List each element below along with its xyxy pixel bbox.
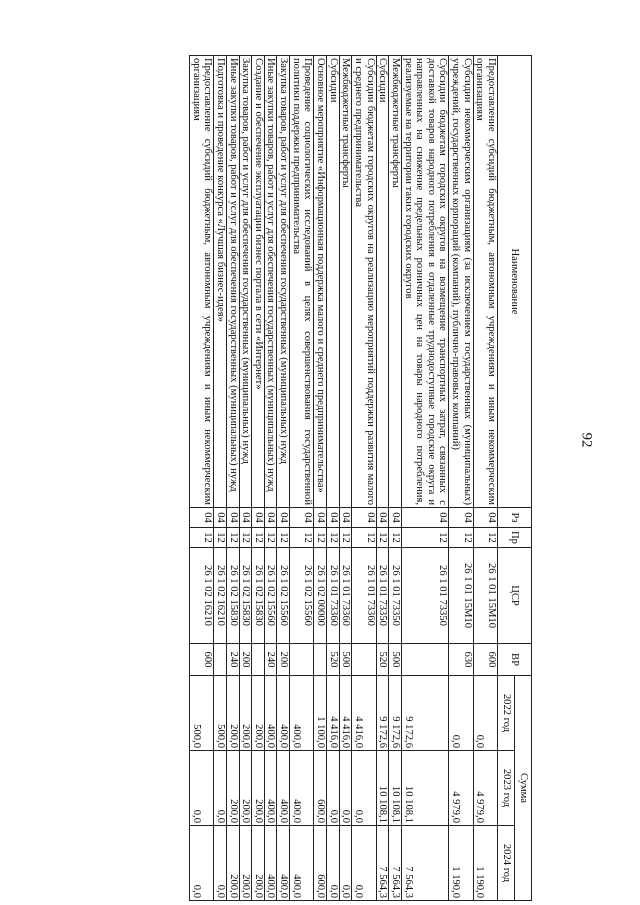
table-row [214, 56, 227, 901]
cell-y2024: 7 564,3 [389, 826, 402, 901]
table-row [239, 56, 252, 901]
cell-y2024: 200,0 [239, 826, 252, 901]
cell-csr: 26 1 01 15М10 [473, 548, 497, 644]
cell-pr: 12 [226, 528, 239, 548]
header-year-2022: 2022 год [498, 676, 515, 751]
cell-pr: 12 [401, 528, 449, 548]
cell-pr: 12 [449, 528, 473, 548]
table-row [226, 56, 239, 901]
cell-vr: 600 [473, 644, 497, 676]
cell-y2023: 400,0 [264, 751, 277, 826]
table-row [376, 56, 389, 901]
header-year-2023: 2023 год [498, 751, 515, 826]
cell-vr [214, 644, 227, 676]
table-row [449, 56, 473, 901]
cell-vr: 600 [189, 644, 213, 676]
cell-y2024: 400,0 [290, 826, 314, 901]
cell-pr: 12 [352, 528, 376, 548]
table-row [189, 56, 213, 901]
cell-vr: 240 [226, 644, 239, 676]
cell-y2024: 0,0 [352, 826, 376, 901]
cell-csr: 26 1 01 73350 [389, 548, 402, 644]
cell-name: Предоставление субсидий бюджетным, автономным учреждениям и иным некоммерческим организациям [473, 56, 497, 508]
cell-name: Закупка товаров, работ и услуг для обеспечения государственных (муниципальных) нужд [239, 56, 252, 508]
cell-vr [252, 644, 265, 676]
cell-y2022: 400,0 [277, 676, 290, 751]
cell-name: Основное мероприятие «Информационная поддержка малого и среднего предпринимательства» [314, 56, 327, 508]
header-sum: Сумма [515, 676, 532, 901]
cell-y2023: 0,0 [189, 751, 213, 826]
cell-pr: 12 [376, 528, 389, 548]
table-row [401, 56, 449, 901]
cell-csr: 26 1 02 15560 [277, 548, 290, 644]
cell-csr: 26 1 02 16210 [189, 548, 213, 644]
cell-y2024: 7 564,3 [376, 826, 389, 901]
cell-name: Субсидии бюджетам городских округов на возмещение транспортных затрат, связанных с доставкой товаров народного потребления в отдаленные труднодоступные городские округа и направленных на снижение предельных розничных цен на товары народного потребления, реализуемые на территории таких городских округов [401, 56, 449, 508]
cell-rz: 04 [339, 508, 352, 528]
cell-vr: 520 [376, 644, 389, 676]
cell-y2023: 10 108,1 [401, 751, 449, 826]
cell-rz: 04 [239, 508, 252, 528]
cell-y2023: 200,0 [252, 751, 265, 826]
cell-name: Подготовка и проведение конкурса «Лучшая бизнес-идея» [214, 56, 227, 508]
cell-y2022: 9 172,6 [376, 676, 389, 751]
cell-vr [314, 644, 327, 676]
cell-vr: 500 [339, 644, 352, 676]
cell-y2024: 7 564,3 [401, 826, 449, 901]
cell-name: Закупка товаров, работ и услуг для обеспечения государственных (муниципальных) нужд [277, 56, 290, 508]
cell-rz: 04 [473, 508, 497, 528]
cell-y2022: 400,0 [264, 676, 277, 751]
cell-rz: 04 [226, 508, 239, 528]
cell-csr: 26 1 02 15830 [252, 548, 265, 644]
table-row [252, 56, 265, 901]
cell-csr: 26 1 01 73360 [327, 548, 340, 644]
cell-y2022: 4 416,0 [327, 676, 340, 751]
cell-rz: 04 [314, 508, 327, 528]
cell-y2022: 9 172,6 [389, 676, 402, 751]
cell-y2023: 0,0 [352, 751, 376, 826]
table-row [314, 56, 327, 901]
cell-y2024: 0,0 [327, 826, 340, 901]
cell-y2023: 0,0 [327, 751, 340, 826]
cell-y2023: 4 979,0 [449, 751, 473, 826]
cell-name: Межбюджетные трансферты [389, 56, 402, 508]
table-row [327, 56, 340, 901]
cell-pr: 12 [473, 528, 497, 548]
cell-vr: 630 [449, 644, 473, 676]
cell-csr: 26 1 01 15М10 [449, 548, 473, 644]
cell-rz: 04 [449, 508, 473, 528]
budget-table [189, 55, 532, 901]
cell-pr: 12 [327, 528, 340, 548]
cell-y2022: 200,0 [239, 676, 252, 751]
header-csr: ЦСР [498, 548, 532, 644]
cell-name: Проведение социологических исследований в целях совершенствования государственной политики поддержки предпринимательства [290, 56, 314, 508]
cell-y2022: 4 416,0 [339, 676, 352, 751]
cell-y2023: 400,0 [277, 751, 290, 826]
cell-rz: 04 [376, 508, 389, 528]
cell-y2023: 10 108,1 [389, 751, 402, 826]
cell-rz: 04 [352, 508, 376, 528]
cell-y2022: 500,0 [189, 676, 213, 751]
cell-y2024: 1 190,0 [473, 826, 497, 901]
cell-vr: 520 [327, 644, 340, 676]
cell-pr: 12 [277, 528, 290, 548]
cell-y2024: 600,0 [314, 826, 327, 901]
page-number: 92 [578, 432, 595, 448]
rotated-page-content [48, 55, 532, 900]
cell-y2024: 0,0 [214, 826, 227, 901]
cell-csr: 26 1 01 73360 [352, 548, 376, 644]
cell-vr [352, 644, 376, 676]
cell-y2022: 0,0 [473, 676, 497, 751]
cell-y2023: 0,0 [214, 751, 227, 826]
cell-y2023: 200,0 [239, 751, 252, 826]
table-body [189, 56, 497, 901]
cell-csr: 26 1 02 15830 [226, 548, 239, 644]
cell-y2024: 200,0 [226, 826, 239, 901]
cell-name: Иные закупки товаров, работ и услуг для обеспечения государственных (муниципальных) нужд [264, 56, 277, 508]
cell-pr: 12 [264, 528, 277, 548]
cell-y2023: 4 979,0 [473, 751, 497, 826]
cell-y2022: 200,0 [226, 676, 239, 751]
cell-vr: 200 [277, 644, 290, 676]
table-row [339, 56, 352, 901]
cell-pr: 12 [339, 528, 352, 548]
cell-rz: 04 [327, 508, 340, 528]
cell-rz: 04 [290, 508, 314, 528]
cell-csr: 26 1 02 15560 [290, 548, 314, 644]
header-pr: Пр [498, 528, 532, 548]
table-row [277, 56, 290, 901]
cell-vr: 200 [239, 644, 252, 676]
table-row [290, 56, 314, 901]
cell-vr [290, 644, 314, 676]
cell-vr: 500 [389, 644, 402, 676]
cell-pr: 12 [252, 528, 265, 548]
cell-vr: 240 [264, 644, 277, 676]
cell-y2022: 200,0 [252, 676, 265, 751]
cell-rz: 04 [214, 508, 227, 528]
cell-y2024: 0,0 [189, 826, 213, 901]
cell-y2023: 0,0 [339, 751, 352, 826]
table-row [352, 56, 376, 901]
cell-y2024: 200,0 [252, 826, 265, 901]
cell-name: Субсидии бюджетам городских округов на реализацию мероприятий поддержки развития малого и среднего предпринимательства [352, 56, 376, 508]
cell-csr: 26 1 01 73360 [339, 548, 352, 644]
cell-y2023: 200,0 [226, 751, 239, 826]
cell-y2024: 1 190,0 [449, 826, 473, 901]
cell-pr: 12 [189, 528, 213, 548]
cell-y2022: 400,0 [290, 676, 314, 751]
header-year-2024: 2024 год [498, 826, 515, 901]
cell-name: Межбюджетные трансферты [339, 56, 352, 508]
table-row [389, 56, 402, 901]
cell-csr: 26 1 02 00000 [314, 548, 327, 644]
cell-csr: 26 1 01 73350 [376, 548, 389, 644]
header-rz: Рз [498, 508, 532, 528]
cell-pr: 12 [214, 528, 227, 548]
cell-y2024: 0,0 [339, 826, 352, 901]
cell-vr [401, 644, 449, 676]
cell-csr: 26 1 02 15560 [264, 548, 277, 644]
cell-rz: 04 [401, 508, 449, 528]
table-row [264, 56, 277, 901]
cell-y2022: 4 416,0 [352, 676, 376, 751]
cell-rz: 04 [252, 508, 265, 528]
cell-y2022: 1 100,0 [314, 676, 327, 751]
cell-name: Субсидии [376, 56, 389, 508]
cell-pr: 12 [239, 528, 252, 548]
cell-rz: 04 [264, 508, 277, 528]
cell-y2022: 9 172,6 [401, 676, 449, 751]
cell-name: Субсидии некоммерческим организациям (за исключением государственных (муниципальных) учреждений, государственных корпораций (компаний), публично-правовых компаний) [449, 56, 473, 508]
cell-csr: 26 1 01 73350 [401, 548, 449, 644]
cell-rz: 04 [389, 508, 402, 528]
cell-pr: 12 [314, 528, 327, 548]
cell-y2023: 10 108,1 [376, 751, 389, 826]
cell-csr: 26 1 02 15830 [239, 548, 252, 644]
table-header [498, 56, 532, 901]
cell-y2022: 500,0 [214, 676, 227, 751]
cell-name: Создание и обеспечение эксплуатации бизнес портала в сети «Интернет» [252, 56, 265, 508]
cell-name: Предоставление субсидий бюджетным, автономным учреждениям и иным некоммерческим организациям [189, 56, 213, 508]
header-name: Наименование [498, 56, 532, 508]
cell-y2023: 400,0 [290, 751, 314, 826]
header-vr: ВР [498, 644, 532, 676]
cell-pr: 12 [389, 528, 402, 548]
cell-rz: 04 [189, 508, 213, 528]
table-row [473, 56, 497, 901]
cell-y2024: 400,0 [264, 826, 277, 901]
cell-rz: 04 [277, 508, 290, 528]
cell-y2023: 600,0 [314, 751, 327, 826]
cell-name: Иные закупки товаров, работ и услуг для обеспечения государственных (муниципальных) нужд [226, 56, 239, 508]
cell-csr: 26 1 02 16210 [214, 548, 227, 644]
cell-pr: 12 [290, 528, 314, 548]
cell-name: Субсидии [327, 56, 340, 508]
cell-y2022: 0,0 [449, 676, 473, 751]
cell-y2024: 400,0 [277, 826, 290, 901]
